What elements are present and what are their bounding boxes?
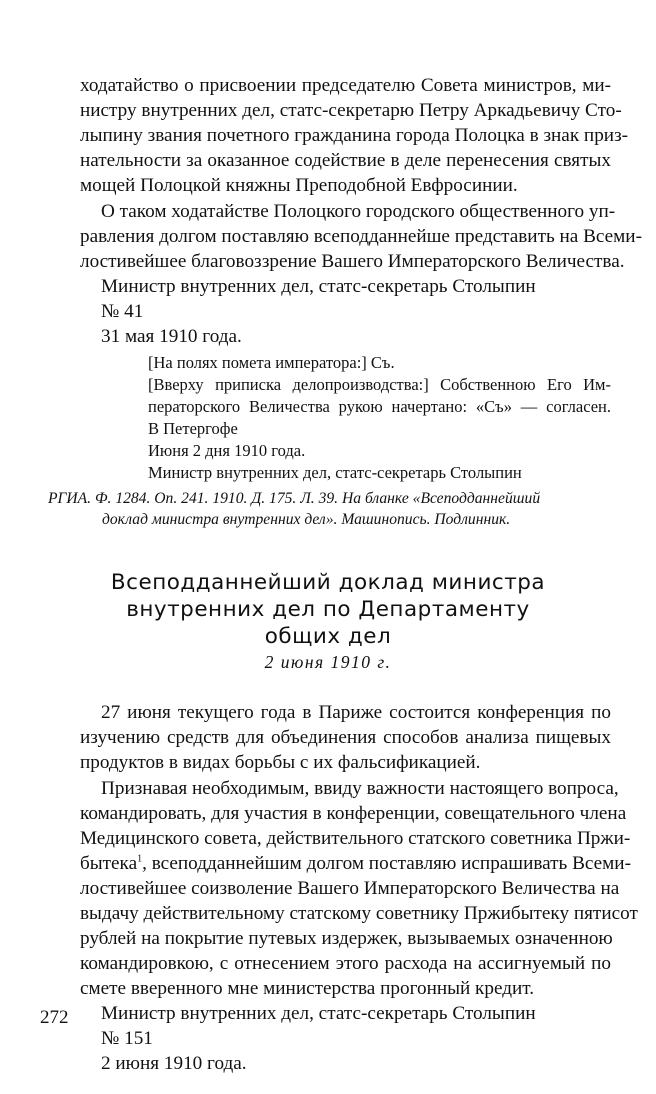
note-signature: Министр внутренних дел, статс-секретарь Столыпин [148,463,522,482]
page-number: 272 [40,1007,69,1028]
archive-source: доклад министра внутренних дел». Машинопись. Подлинник. [102,511,511,528]
signature-line: Министр внутренних дел, статс-секретарь Столыпин [101,276,536,297]
margin-note: [На полях помета императора:] Съ. [148,353,395,372]
document-date: 31 мая 1910 года. [101,326,242,347]
body-line: командировкою, с отнесением этого расхода на ассигнуемый по [80,953,611,974]
body-line: смете вверенного мне министерства прогонный кредит. [80,978,535,999]
body-line-rest: , всеподданнейшим долгом поставляю испрашивать Всеми- [142,853,631,874]
body-line: командировать, для участия в конференции, совещательного члена [80,803,627,824]
body-line: мощей Полоцкой княжны Преподобной Евфросинии. [80,175,518,196]
top-note: ператорского Величества рукою начертано: «Съ» — согласен. [148,397,611,416]
signature-line: Министр внутренних дел, статс-секретарь Столыпин [101,1003,536,1024]
footnote-word: бытека [80,853,138,874]
place-note: В Петергофе [148,419,238,438]
body-line: О таком ходатайстве Полоцкого городского общественного уп- [101,201,616,222]
document-date: 2 июня 1910 года. [101,1053,247,1074]
body-line: ходатайство о присвоении председателю Совета министров, ми- [80,75,611,96]
body-line: лостивейшее благовоззрение Вашего Императорского Величества. [80,251,625,272]
body-line: выдачу действительному статскому советнику Пржибытеку пятисот [80,903,638,924]
body-line: равления долгом поставляю всеподданнейше представить на Всеми- [80,226,642,247]
body-line: продуктов в видах борьбы с их фальсификацией. [80,752,481,773]
document-number: № 41 [101,301,144,322]
body-line [80,852,631,876]
section-heading: общих дел [264,624,392,649]
section-heading: внутренних дел по Департаменту [126,597,530,622]
top-note: [Вверху приписка делопроизводства:] Собственною Его Им- [148,375,611,394]
footnote-mark[interactable]: 1 [137,853,143,865]
body-line: нательности за оказанное содействие в деле перенесения святых [80,150,611,171]
body-line: 27 июня текущего года в Париже состоится конференция по [101,702,611,723]
body-line: Признавая необходимым, ввиду важности настоящего вопроса, [101,778,619,799]
archive-source: РГИА. Ф. 1284. Оп. 241. 1910. Д. 175. Л. 39. На бланке «Всеподданнейший [48,490,541,507]
body-line: рублей на покрытие путевых издержек, вызываемых означенною [80,928,613,949]
document-number: № 151 [101,1028,153,1049]
note-date: Июня 2 дня 1910 года. [148,441,306,460]
body-line: Медицинского совета, действительного статского советника Пржи- [80,828,631,849]
body-line: лостивейшее соизволение Вашего Императорского Величества на [80,878,620,899]
body-line: лыпину звания почетного гражданина города Полоцка в знак приз- [80,125,629,146]
body-line: нистру внутренних дел, статс-секретарю Петру Аркадьевичу Сто- [80,100,622,121]
section-heading: Всеподданнейший доклад министра [110,570,546,595]
heading-date: 2 июня 1910 г. [264,652,392,672]
body-line: изучению средств для объединения способов анализа пищевых [80,727,611,748]
